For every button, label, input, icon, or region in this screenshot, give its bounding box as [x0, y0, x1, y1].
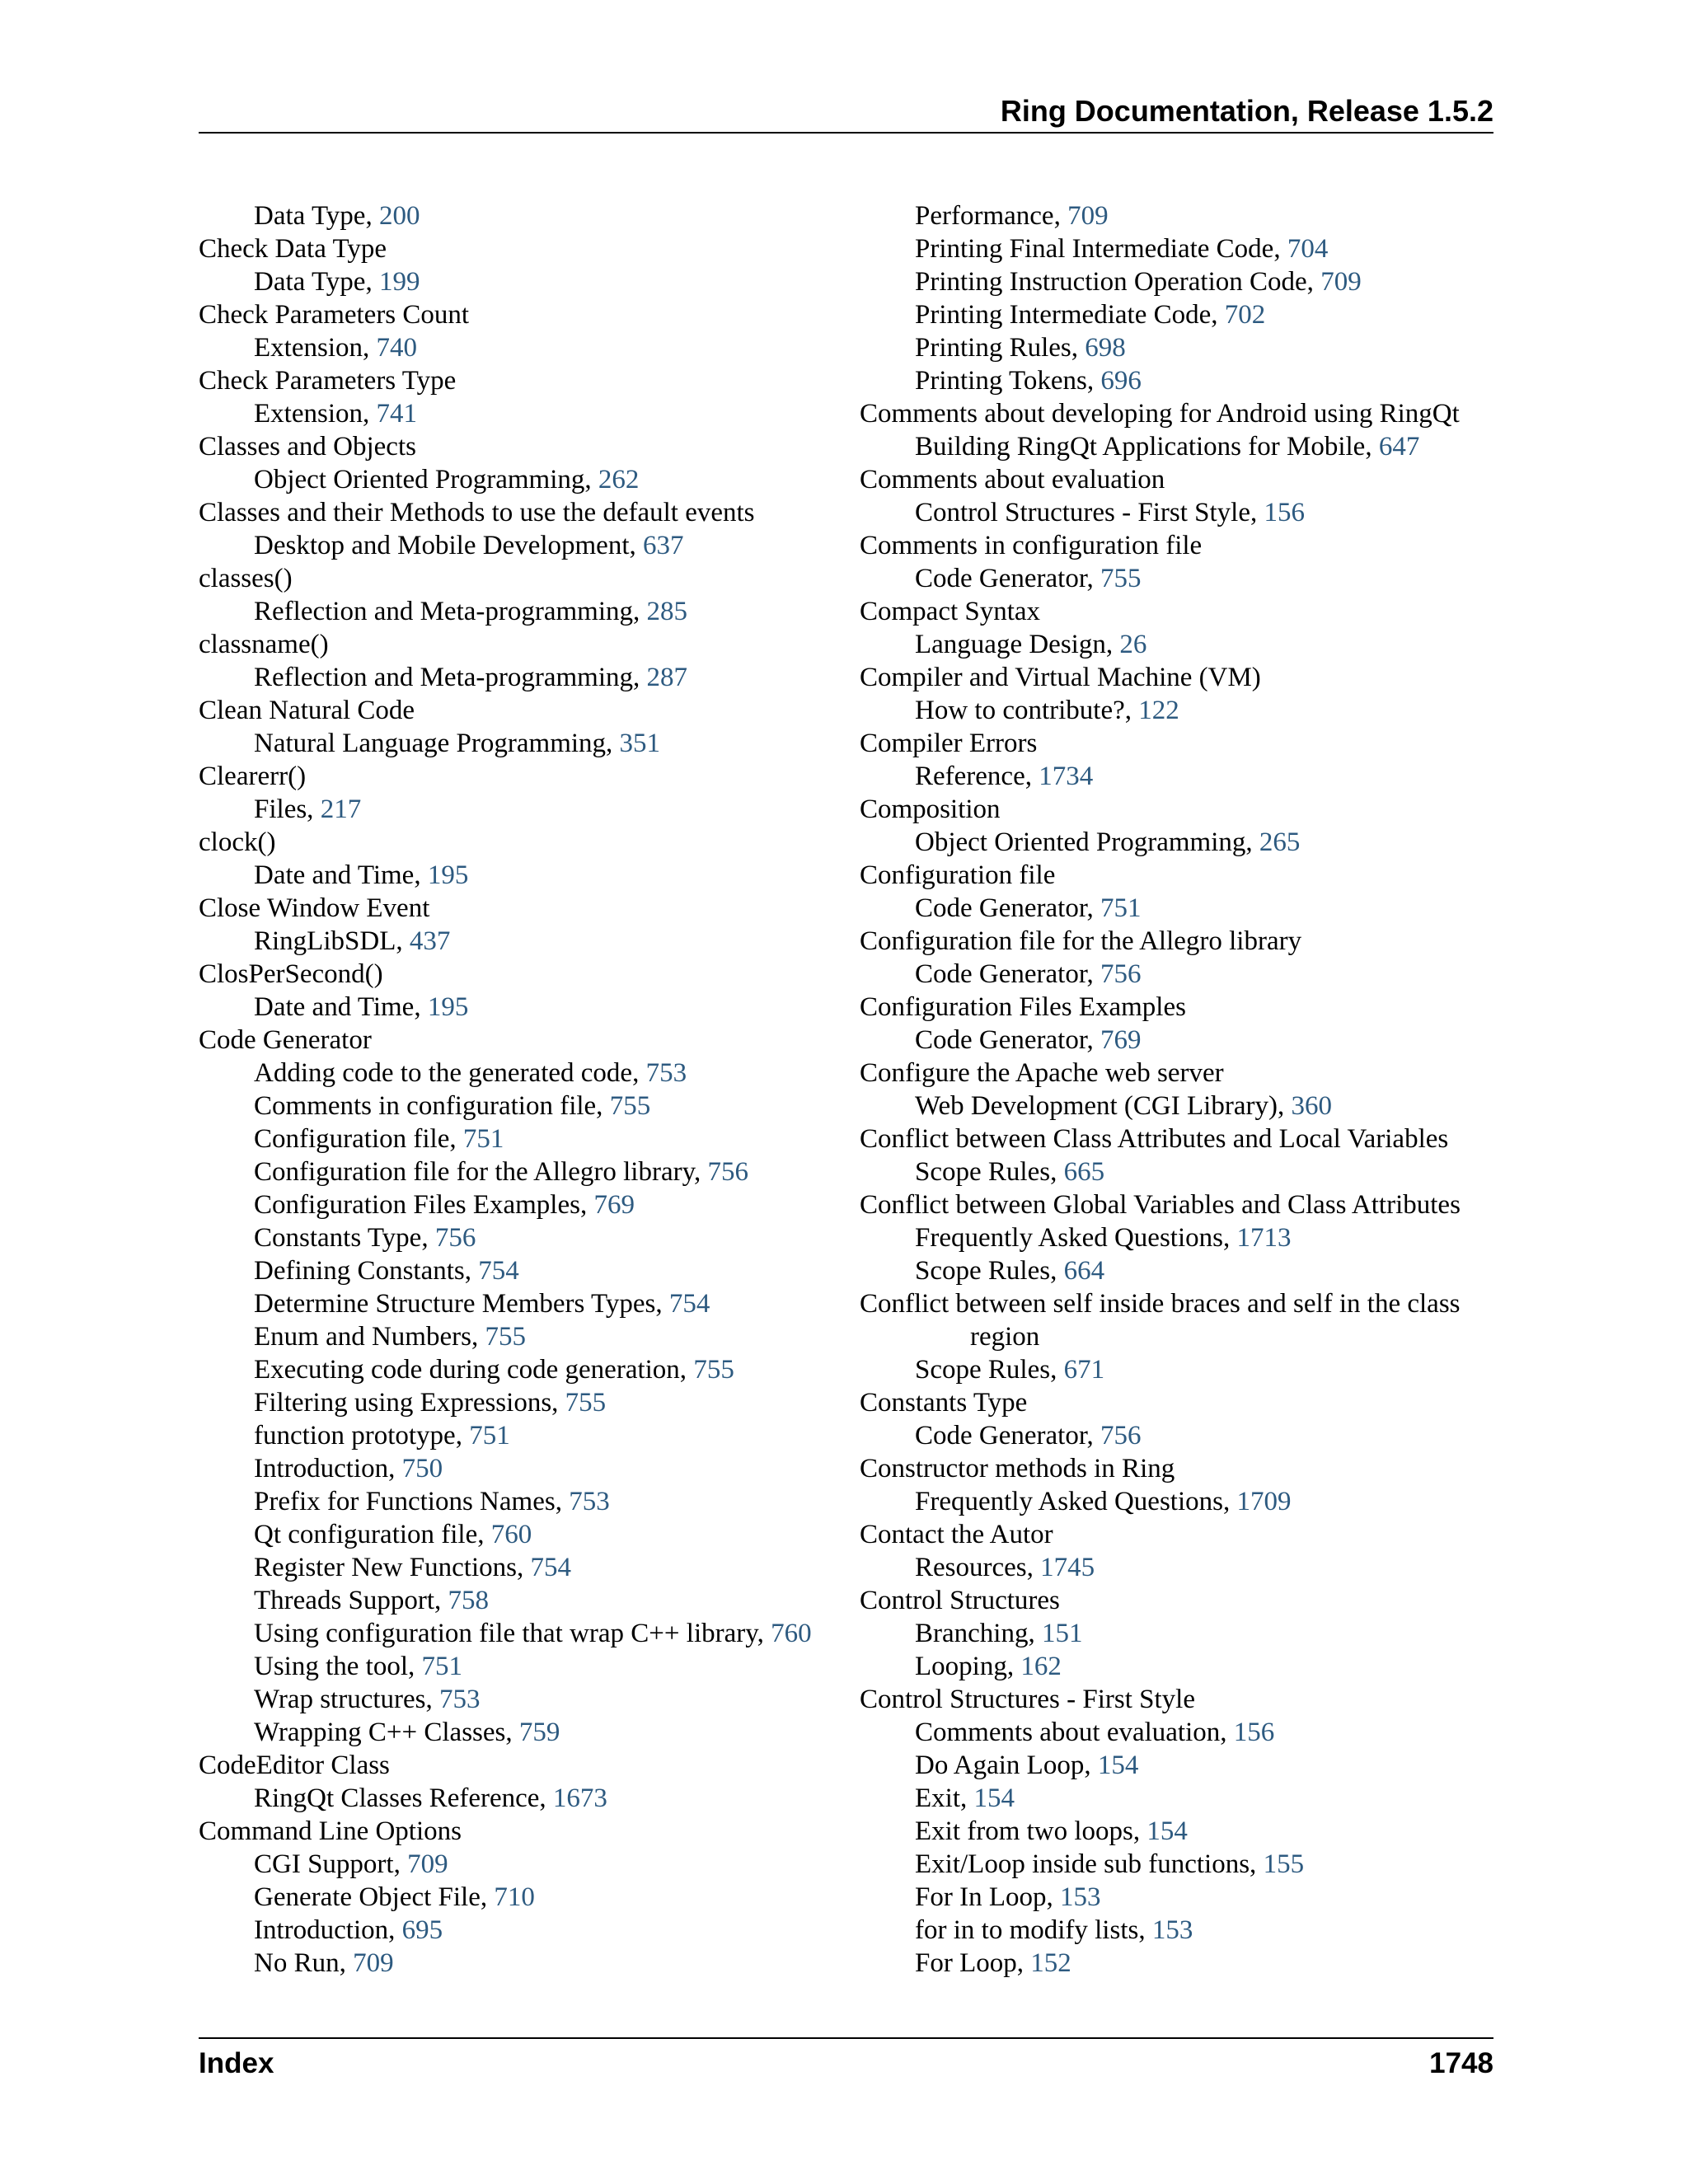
index-entry-text: Printing Final Intermediate Code,	[915, 234, 1287, 264]
index-entry-text: RingLibSDL,	[254, 926, 410, 956]
page-link[interactable]: 153	[1060, 1882, 1101, 1912]
page-link[interactable]: 262	[598, 465, 640, 494]
page-link[interactable]: 154	[973, 1783, 1015, 1813]
index-term	[860, 859, 1493, 892]
page-link[interactable]: 709	[353, 1948, 394, 1978]
index-entry-text: Configuration Files Examples	[860, 992, 1186, 1022]
index-subentry	[199, 1914, 842, 1947]
index-entry-text: Natural Language Programming,	[254, 729, 620, 758]
index-entry-text: Classes and their Methods to use the default events	[199, 498, 755, 527]
index-entry-text: Code Generator,	[915, 959, 1101, 989]
index-entry-text: Check Parameters Type	[199, 366, 457, 396]
index-entry-text: Performance,	[915, 201, 1068, 231]
index-subentry	[860, 562, 1493, 595]
index-entry-text: Classes and Objects	[199, 432, 416, 462]
index-entry-text: Exit,	[915, 1783, 974, 1813]
page-link[interactable]: 437	[409, 926, 451, 956]
page-link[interactable]: 704	[1287, 234, 1329, 264]
page-link[interactable]: 360	[1291, 1091, 1332, 1121]
page-link[interactable]: 671	[1063, 1355, 1105, 1385]
page-link[interactable]: 754	[668, 1289, 710, 1319]
index-entry-text: ClosPerSecond()	[199, 959, 383, 989]
index-entry-text: Code Generator,	[915, 893, 1101, 923]
index-term	[860, 1518, 1493, 1551]
index-term	[199, 760, 842, 793]
page-link[interactable]: 1734	[1039, 762, 1094, 791]
index-subentry	[199, 199, 842, 232]
index-subentry	[860, 892, 1493, 925]
index-entry-text: Compiler and Virtual Machine (VM)	[860, 663, 1261, 692]
index-subentry	[860, 1090, 1493, 1122]
page-link[interactable]: 760	[771, 1619, 812, 1648]
index-subentry	[199, 1122, 842, 1155]
index-entry-text: Executing code during code generation,	[254, 1355, 694, 1385]
index-term-continuation	[860, 1320, 1493, 1353]
index-entry-text: Building RingQt Applications for Mobile,	[915, 432, 1379, 462]
index-entry-text: Composition	[860, 794, 1001, 824]
index-entry-text: Check Parameters Count	[199, 300, 470, 330]
index-subentry	[860, 199, 1493, 232]
index-entry-text: Configuration file,	[254, 1124, 463, 1154]
index-term	[199, 430, 842, 463]
page-link[interactable]: 153	[1151, 1915, 1193, 1945]
index-subentry	[860, 694, 1493, 727]
page-link[interactable]: 751	[469, 1421, 510, 1451]
index-subentry	[199, 1057, 842, 1090]
index-column-right	[860, 199, 1493, 1980]
index-term	[860, 529, 1493, 562]
index-entry-text: For Loop,	[915, 1948, 1031, 1978]
index-entry-text: How to contribute?,	[915, 696, 1139, 725]
index-entry-text: Compact Syntax	[860, 597, 1041, 626]
index-entry-text: Introduction,	[254, 1454, 402, 1483]
index-term	[860, 793, 1493, 826]
index-subentry	[199, 1353, 842, 1386]
index-subentry	[860, 364, 1493, 397]
index-subentry	[199, 1848, 842, 1881]
index-subentry	[860, 265, 1493, 298]
index-entry-text: Desktop and Mobile Development,	[254, 531, 643, 560]
page-link[interactable]: 756	[434, 1223, 476, 1253]
index-entry-text: function prototype,	[254, 1421, 470, 1451]
index-subentry	[860, 1221, 1493, 1254]
page-link[interactable]: 709	[1067, 201, 1109, 231]
index-entry-text: Comments about evaluation	[860, 465, 1165, 494]
page-link[interactable]: 195	[427, 992, 469, 1022]
page-link[interactable]: 741	[376, 399, 417, 429]
page-link[interactable]: 758	[448, 1586, 490, 1615]
page-link[interactable]: 285	[646, 597, 688, 626]
page-link[interactable]: 665	[1063, 1157, 1105, 1187]
index-subentry	[860, 1551, 1493, 1584]
page-link[interactable]: 710	[494, 1882, 535, 1912]
index-subentry	[860, 232, 1493, 265]
index-subentry	[860, 1914, 1493, 1947]
index-entry-text: clock()	[199, 827, 276, 857]
page-footer	[199, 2037, 1493, 2079]
index-term	[199, 826, 842, 859]
index-term	[199, 232, 842, 265]
page-link[interactable]: 647	[1378, 432, 1420, 462]
index-subentry	[199, 1782, 842, 1815]
index-term	[860, 661, 1493, 694]
page-link[interactable]: 753	[439, 1685, 481, 1714]
index-term	[199, 496, 842, 529]
index-entry-text: Contact the Autor	[860, 1520, 1053, 1549]
index-subentry	[199, 529, 842, 562]
index-subentry	[199, 661, 842, 694]
index-subentry	[199, 1320, 842, 1353]
index-entry-text: Reference,	[915, 762, 1039, 791]
footer-section: Index	[199, 2047, 274, 2079]
page-link[interactable]: 709	[1320, 267, 1362, 297]
page-link[interactable]: 751	[421, 1652, 462, 1681]
index-entry-text: Configuration file for the Allegro library,	[254, 1157, 708, 1187]
index-entry-text: Control Structures	[860, 1586, 1060, 1615]
index-subentry	[199, 1155, 842, 1188]
index-entry-text: Files,	[254, 794, 321, 824]
index-subentry	[199, 1551, 842, 1584]
index-entry-text: Check Data Type	[199, 234, 387, 264]
index-entry-text: Constants Type	[860, 1388, 1028, 1418]
index-entry-text: Printing Instruction Operation Code,	[915, 267, 1321, 297]
index-subentry	[199, 859, 842, 892]
index-term	[860, 1188, 1493, 1221]
page-link[interactable]: 26	[1119, 630, 1147, 659]
index-subentry	[199, 1617, 842, 1650]
index-term	[199, 562, 842, 595]
index-term	[860, 925, 1493, 958]
page-link[interactable]: 122	[1138, 696, 1179, 725]
index-subentry	[199, 1584, 842, 1617]
index-subentry	[860, 430, 1493, 463]
index-entry-text: Conflict between self inside braces and self in the class	[860, 1289, 1461, 1319]
index-entry-text: Control Structures - First Style	[860, 1685, 1195, 1714]
page-link[interactable]: 1673	[552, 1783, 607, 1813]
index-subentry	[199, 1947, 842, 1980]
index-entry-text: Constants Type,	[254, 1223, 435, 1253]
index-subentry	[860, 1650, 1493, 1683]
index-subentry	[860, 1419, 1493, 1452]
index-entry-text: Exit/Loop inside sub functions,	[915, 1849, 1264, 1879]
index-subentry	[860, 1815, 1493, 1848]
page-link[interactable]: 695	[401, 1915, 443, 1945]
index-subentry	[860, 628, 1493, 661]
index-entry-text: Data Type,	[254, 201, 379, 231]
index-entry-text: Configure the Apache web server	[860, 1058, 1224, 1088]
index-entry-text: Constructor methods in Ring	[860, 1454, 1175, 1483]
index-subentry	[860, 298, 1493, 331]
index-entry-text: Reflection and Meta-programming,	[254, 663, 647, 692]
index-entry-text: CGI Support,	[254, 1849, 408, 1879]
index-subentry	[199, 1386, 842, 1419]
index-entry-text: Close Window Event	[199, 893, 430, 923]
index-term	[860, 397, 1493, 430]
index-entry-text: Defining Constants,	[254, 1256, 479, 1286]
index-subentry	[199, 1485, 842, 1518]
index-entry-text: Adding code to the generated code,	[254, 1058, 646, 1088]
index-term	[199, 958, 842, 991]
page-link[interactable]: 751	[1100, 893, 1142, 923]
index-entry-text: Register New Functions,	[254, 1553, 531, 1582]
index-subentry	[199, 1518, 842, 1551]
index-entry-text: Looping,	[915, 1652, 1021, 1681]
index-entry-text: Conflict between Global Variables and Class Attributes	[860, 1190, 1461, 1220]
index-entry-text: Introduction,	[254, 1915, 402, 1945]
index-term	[860, 1122, 1493, 1155]
page-link[interactable]: 755	[565, 1388, 607, 1418]
index-subentry	[860, 1947, 1493, 1980]
index-entry-text: Configuration file	[860, 860, 1056, 890]
index-subentry	[860, 1485, 1493, 1518]
index-subentry	[199, 397, 842, 430]
index-entry-text: Code Generator,	[915, 564, 1101, 593]
index-entry-text: Extension,	[254, 399, 377, 429]
index-entry-text: Using configuration file that wrap C++ library,	[254, 1619, 771, 1648]
index-entry-text: Prefix for Functions Names,	[254, 1487, 570, 1516]
page-link[interactable]: 195	[427, 860, 469, 890]
index-subentry	[860, 826, 1493, 859]
page-link[interactable]: 200	[378, 201, 420, 231]
page-link[interactable]: 755	[609, 1091, 651, 1121]
index-subentry	[199, 1188, 842, 1221]
index-subentry	[199, 1683, 842, 1716]
page-link[interactable]: 287	[646, 663, 688, 692]
index-entry-text: For In Loop,	[915, 1882, 1060, 1912]
index-subentry	[199, 1254, 842, 1287]
index-term	[199, 1749, 842, 1782]
index-term	[860, 1287, 1493, 1320]
index-subentry	[199, 595, 842, 628]
index-entry-text: classname()	[199, 630, 329, 659]
page-link[interactable]: 698	[1085, 333, 1126, 363]
index-subentry	[860, 1353, 1493, 1386]
index-entry-text: Do Again Loop,	[915, 1750, 1098, 1780]
index-subentry	[860, 1024, 1493, 1057]
index-subentry	[199, 331, 842, 364]
page-link[interactable]: 154	[1097, 1750, 1139, 1780]
page-link[interactable]: 709	[407, 1849, 448, 1879]
index-entry-text: Code Generator,	[915, 1421, 1101, 1451]
index-subentry	[860, 496, 1493, 529]
index-entry-text: CodeEditor Class	[199, 1750, 390, 1780]
index-subentry	[199, 1090, 842, 1122]
index-subentry	[199, 925, 842, 958]
index-term	[199, 892, 842, 925]
page-link[interactable]: 759	[518, 1718, 560, 1747]
index-entry-text: Determine Structure Members Types,	[254, 1289, 669, 1319]
index-subentry	[860, 1716, 1493, 1749]
page-link[interactable]: 217	[320, 794, 362, 824]
page-link[interactable]: 756	[1100, 1421, 1142, 1451]
index-entry-text: Conflict between Class Attributes and Local Variables	[860, 1124, 1449, 1154]
index-entry-text: Date and Time,	[254, 992, 428, 1022]
index-entry-text: Configuration Files Examples,	[254, 1190, 594, 1220]
index-entry-text: No Run,	[254, 1948, 354, 1978]
page-link[interactable]: 755	[693, 1355, 734, 1385]
index-entry-text: Printing Intermediate Code,	[915, 300, 1225, 330]
index-entry-text: classes()	[199, 564, 293, 593]
index-entry-text: Branching,	[915, 1619, 1042, 1648]
index-subentry	[860, 1254, 1493, 1287]
index-column-left	[199, 199, 842, 1980]
index-entry-text: Object Oriented Programming,	[915, 827, 1259, 857]
page-link[interactable]: 753	[645, 1058, 687, 1088]
page-link[interactable]: 1713	[1236, 1223, 1292, 1253]
index-entry-text: Comments in configuration file	[860, 531, 1203, 560]
page-link[interactable]: 755	[485, 1322, 526, 1352]
index-entry-text: Configuration file for the Allegro library	[860, 926, 1302, 956]
index-entry-text: Generate Object File,	[254, 1882, 495, 1912]
index-subentry	[199, 991, 842, 1024]
index-entry-text: Web Development (CGI Library),	[915, 1091, 1292, 1121]
index-term	[860, 991, 1493, 1024]
index-subentry	[199, 463, 842, 496]
page-link[interactable]: 1745	[1040, 1553, 1095, 1582]
page-link[interactable]: 156	[1264, 498, 1305, 527]
page-link[interactable]: 753	[569, 1487, 610, 1516]
index-entry-text: Resources,	[915, 1553, 1041, 1582]
index-subentry	[860, 1617, 1493, 1650]
index-entry-text: Filtering using Expressions,	[254, 1388, 565, 1418]
index-subentry	[860, 958, 1493, 991]
index-entry-text: Comments about evaluation,	[915, 1718, 1234, 1747]
index-entry-text: Control Structures - First Style,	[915, 498, 1264, 527]
index-entry-text: Code Generator,	[915, 1025, 1101, 1055]
index-entry-text: Extension,	[254, 333, 377, 363]
page-link[interactable]: 154	[1146, 1816, 1188, 1846]
index-entry-text: Printing Tokens,	[915, 366, 1101, 396]
index-entry-text: Object Oriented Programming,	[254, 465, 598, 494]
index-entry-text: RingQt Classes Reference,	[254, 1783, 553, 1813]
page-header	[199, 89, 1493, 134]
index-entry-text: Qt configuration file,	[254, 1520, 491, 1549]
page-link[interactable]: 754	[530, 1553, 571, 1582]
page-link[interactable]: 351	[619, 729, 661, 758]
page-link[interactable]: 155	[1263, 1849, 1305, 1879]
index-entry-text: Reflection and Meta-programming,	[254, 597, 647, 626]
page-link[interactable]: 696	[1100, 366, 1142, 396]
index-entry-text: Frequently Asked Questions,	[915, 1487, 1237, 1516]
index-subentry	[199, 1716, 842, 1749]
index-entry-text: Language Design,	[915, 630, 1120, 659]
page-link[interactable]: 769	[1100, 1025, 1142, 1055]
index-term	[860, 1452, 1493, 1485]
index-subentry	[860, 1155, 1493, 1188]
index-term	[860, 595, 1493, 628]
index-entry-text: Clearerr()	[199, 762, 307, 791]
index-subentry	[199, 1419, 842, 1452]
index-subentry	[860, 331, 1493, 364]
index-subentry	[860, 1848, 1493, 1881]
index-entry-text: Enum and Numbers,	[254, 1322, 485, 1352]
index-entry-text: Threads Support,	[254, 1586, 448, 1615]
index-entry-text: region	[970, 1322, 1040, 1352]
index-term	[860, 1683, 1493, 1716]
index-subentry	[860, 1881, 1493, 1914]
page-link[interactable]: 151	[1041, 1619, 1083, 1648]
document-title: Ring Documentation, Release 1.5.2	[1000, 94, 1493, 128]
page-link[interactable]: 756	[1100, 959, 1142, 989]
page-link[interactable]: 760	[490, 1520, 532, 1549]
index-entry-text: Frequently Asked Questions,	[915, 1223, 1237, 1253]
index-subentry	[860, 1749, 1493, 1782]
index-term	[199, 694, 842, 727]
index-term	[199, 298, 842, 331]
page-link[interactable]: 199	[378, 267, 420, 297]
index-entry-text: Code Generator	[199, 1025, 372, 1055]
page-link[interactable]: 162	[1020, 1652, 1062, 1681]
index-entry-text: Data Type,	[254, 267, 379, 297]
index-entry-text: Exit from two loops,	[915, 1816, 1147, 1846]
page-link[interactable]: 769	[593, 1190, 635, 1220]
index-entry-text: Using the tool,	[254, 1652, 422, 1681]
index-entry-text: Comments in configuration file,	[254, 1091, 610, 1121]
index-entry-text: Scope Rules,	[915, 1355, 1064, 1385]
index-entry-text: Compiler Errors	[860, 729, 1038, 758]
page-link[interactable]: 664	[1063, 1256, 1105, 1286]
page-link[interactable]: 755	[1100, 564, 1142, 593]
index-entry-text: Comments about developing for Android using RingQt	[860, 399, 1460, 429]
index-entry-text: Scope Rules,	[915, 1157, 1064, 1187]
page-link[interactable]: 265	[1259, 827, 1301, 857]
index-term	[860, 463, 1493, 496]
index-subentry	[199, 1650, 842, 1683]
index-term	[860, 1386, 1493, 1419]
index-subentry	[199, 1287, 842, 1320]
page-link[interactable]: 637	[643, 531, 684, 560]
index-term	[860, 1584, 1493, 1617]
index-term	[199, 364, 842, 397]
index-subentry	[199, 1452, 842, 1485]
index-term	[860, 1057, 1493, 1090]
page-link[interactable]: 156	[1233, 1718, 1275, 1747]
index-entry-text: Wrap structures,	[254, 1685, 440, 1714]
index-entry-text: Wrapping C++ Classes,	[254, 1718, 519, 1747]
index-entry-text: Printing Rules,	[915, 333, 1085, 363]
page-link[interactable]: 740	[376, 333, 417, 363]
page-link[interactable]: 756	[707, 1157, 748, 1187]
index-subentry	[199, 1881, 842, 1914]
index-entry-text: for in to modify lists,	[915, 1915, 1152, 1945]
index-entry-text: Clean Natural Code	[199, 696, 415, 725]
page-number: 1748	[1429, 2047, 1493, 2079]
page-link[interactable]: 1709	[1236, 1487, 1292, 1516]
page-link[interactable]: 702	[1224, 300, 1266, 330]
page-link[interactable]: 754	[478, 1256, 519, 1286]
index-entry-text: Scope Rules,	[915, 1256, 1064, 1286]
index-term	[199, 1815, 842, 1848]
index-subentry	[199, 793, 842, 826]
index-term	[199, 1024, 842, 1057]
index-entry-text: Command Line Options	[199, 1816, 462, 1846]
page-link[interactable]: 750	[401, 1454, 443, 1483]
index-subentry	[199, 1221, 842, 1254]
index-subentry	[199, 727, 842, 760]
index-subentry	[860, 760, 1493, 793]
page-link[interactable]: 152	[1030, 1948, 1071, 1978]
index-subentry	[860, 1782, 1493, 1815]
index-entry-text: Date and Time,	[254, 860, 428, 890]
index-subentry	[199, 265, 842, 298]
page-link[interactable]: 751	[462, 1124, 504, 1154]
index-term	[860, 727, 1493, 760]
index-term	[199, 628, 842, 661]
